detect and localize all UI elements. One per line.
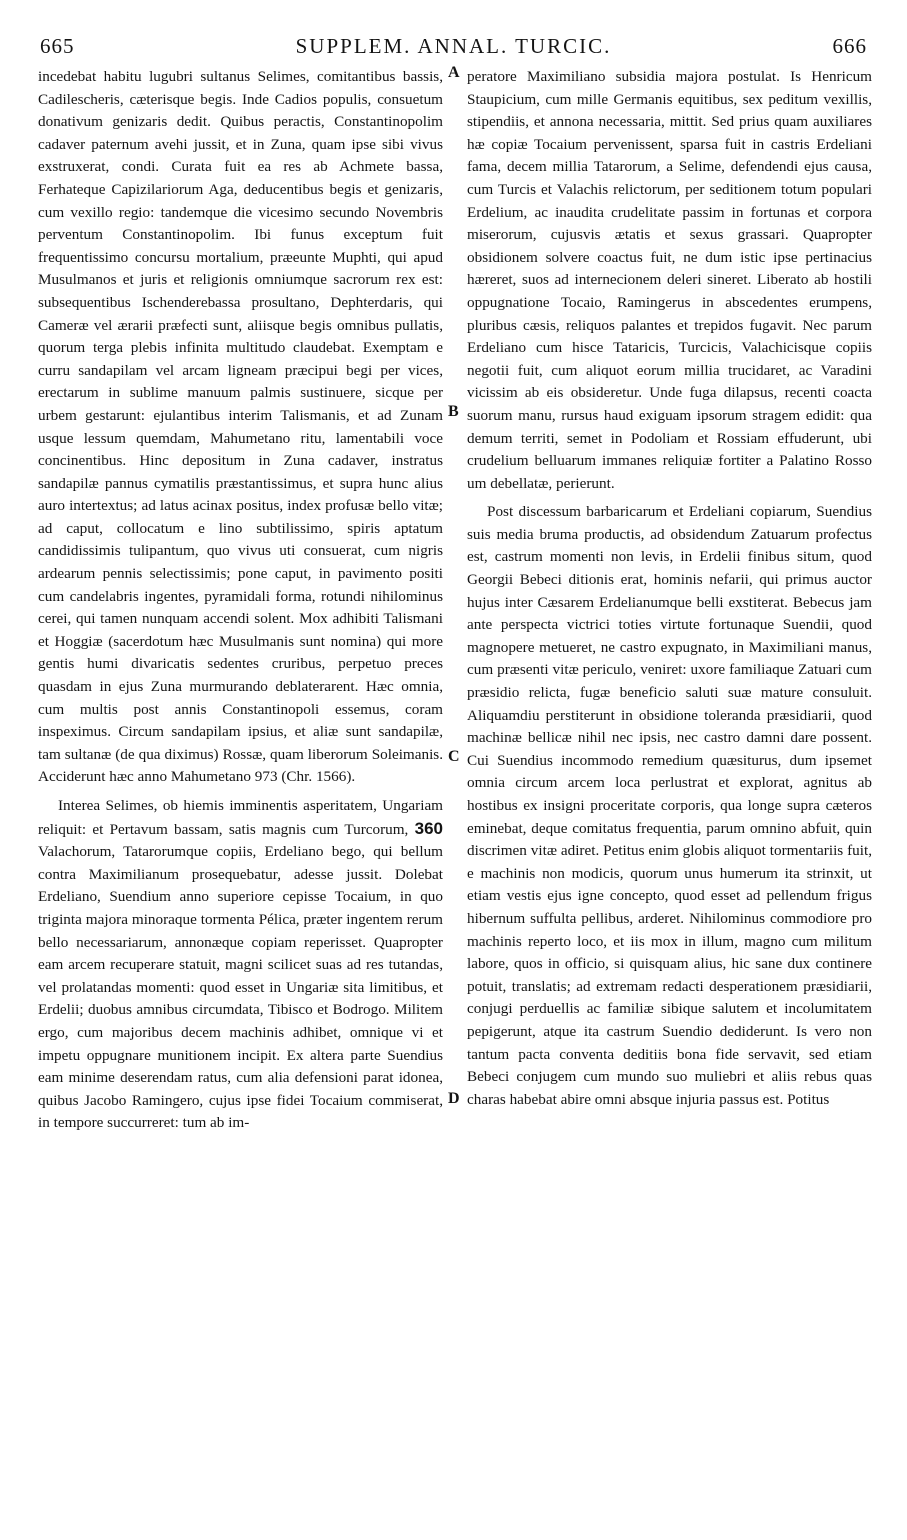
page-header <box>0 34 907 60</box>
page-number-left: 665 <box>40 34 75 58</box>
right-column <box>467 66 872 1111</box>
margin-letter-a: A <box>448 64 460 81</box>
margin-letter-d: D <box>448 1090 460 1107</box>
left-column <box>38 66 443 1135</box>
page-number-right: 666 <box>832 34 867 58</box>
left-paragraph-2 <box>38 795 443 1135</box>
margin-letter-c: C <box>448 748 460 765</box>
left-paragraph-1: incedebat habitu lugubri sultanus Selimes, comitantibus bassis, Cadilescheris, cæterisque begis. Inde Cadios populis, consuetum donativum genizaris dedit. Quibus peractis, Constantinopolim cadaver paternum avehi jussit, et in Zuna, quam ipse sibi vivus exstruxerat, condi. Curata fuit ea res ab Achmete bassa, Ferhateque Capizilariorum Aga, deducentibus begis et genizaris, cum vexillo regio: tandemque die vicesimo secundo Novembris perventum Constantinopolim. Ibi funus exceptum fuit frequentissimo concursu mortalium, præeunte Muphti, qui apud Musulmanos et juris et religionis omniumque sacrorum rex est: subsequentibus Ischenderebassa prosultano, Dephterdaris, qui Cameræ vel ærarii præfecti sunt, aliisque begis omnibus pullatis, quorum terga plebis infinita multitudo claudebat. Exemptam e curru sandapilam vel arcam ligneam præcipui begi per vices, erectarum in sublime manuum palmis sustinuere, sicque per urbem gestarunt: ejulantibus interim Talismanis, et ad Zunam usque lessum quemdam, Mahumetano ritu, lamentabili voce concinentibus. Hinc depositum in Zuna cadaver, instratus sandapilæ pannus cymatilis præstantissimus, et supra hunc alius auro intertextus; ad latus acinax positus, index profusæ bello vitæ; ad caput, collocatum e lino subtilissimo, spiris aptatum candidissimis tulipantum, quo vivus uti consuerat, cum nigris ardearum pennis selectissimis; pone caput, in pavimento positi cum candelabris ingentes, pyramidali forma, rotundi nihilominus cerei, qui tamen nunquam accendi solent. Mox adhibiti Talismani et Hoggiæ (sacerdotum hæc Musulmanis sunt nomina) qui more gentis humi divaricatis sedentes cruribus, perpetuo preces quasdam in ejus Zuna murmurando deblaterarent. Hæc omnia, cum multis post annis Constantinopoli essemus, coram inspeximus. Circum sandapilam ipsius, et aliæ sunt sandapilæ, tam sultanæ (de qua diximus) Rossæ, quam liberorum Soleimanis. Acciderunt hæc anno Mahumetano 973 (Chr. 1566). <box>38 68 443 786</box>
left-paragraph-2-start: Interea Selimes, ob hiemis imminentis asperitatem, Ungariam reliquit: et Pertavum bassam, satis magnis cum Turcorum, <box>38 797 443 838</box>
left-paragraph-2-rest: Valachorum, Tatarorumque copiis, Erdeliano bego, qui bellum contra Maximilianum prosequebatur, adesse jussit. Dolebat Erdeliano, Suendium anno superiore cepisse Tocaium, in quo triginta majora minoraque tormenta Pélica, præter ingentem rerum bello necessariarum, annonæque copiam reperisset. Quapropter eam arcem recuperare statuit, magni scilicet suas ad res tutandas, vel prolatandas momenti: quod esset in Ungariæ sita limitibus, et Erdelii; duobus amnibus circumdata, Tibisco et Bodrogo. Militem ergo, cum majoribus decem machinis adhibet, omnique vi et impetu oppugnare munitionem incipit. Ex altera parte Suendius eam minime deserendam ratus, cum alia defensioni parat idonea, quibus Jacobo Ramingero, cujus ipse fidei Tocaium commiserat, in tempore succurreret: tum ab im- <box>38 843 443 1132</box>
collection-number: 360 <box>414 818 443 838</box>
right-paragraph-2: Post discessum barbaricarum et Erdeliani copiarum, Suendius suis media bruma productis, ad obsidendum Zatuarum profectus est, castrum momenti non levis, in Erdelii finibus situm, quod Georgii Bebeci ditionis erat, hominis nefarii, qui primus auctor hujus inter Cæsarem Erdelianumque belli exstiterat. Bebecus jam ante perspecta victrici toties virtute fortunaque Suendii, quod magnopere metueret, ne castro expugnato, in Maximiliani manus, cum præsenti vitæ periculo, veniret: uxore familiaque Zatuari cum præsidio relicta, fugæ beneficio saluti suæ mature consuluit. Aliquamdiu perstiterunt in obsidione toleranda præsidiarii, quod machinæ bellicæ nihil nec ipsis, nec castro damni dare possent. Cui Suendius incommodo remedium quæsiturus, dum ipsemet omnia circum arcem loca perlustrat et explorat, agnitus ab hostibus ex insigni proceritate corporis, qua longe supra cæteros eminebat, deque comitatus frequentia, parum omnino abfuit, quin discrimen vitæ adiret. Petitus enim globis aliquot tormentariis fuit, e machinis non modicis, quorum unus humerum ita strinxit, ut etiam vestis ejus igne concepto, quod esset ad pellendum frigus hibernum suffulta pellibus, arderet. Nihilominus commodiore pro machinis reperto loco, et iis mox in illum, magno cum militum labore, quos in officio, si quisquam alius, hic sane dux continere potuit, translatis; ad extremam redacti desperationem præsidiarii, conjugi perduellis ac familiæ sibique salutem et incolumitatem pepigerunt, atque ita castrum Suendio dediderunt. Is vero non tantum pacta conventa deditiis bona fide servavit, sed etiam Bebeci conjugem cum mundo suo muliebri et aliis rebus quas charas habebat abire omni absque injuria passus est. Potitus <box>467 503 872 1108</box>
margin-letter-b: B <box>448 403 459 420</box>
right-paragraph-1: peratore Maximiliano subsidia majora postulat. Is Henricum Staupicium, cum mille Germanis equitibus, sex peditum vexillis, stipendiis, et annona necessaria, mittit. Sed prius quam auxiliares hæ copiæ Tocaium pervenissent, sparsa fuit in castris Erdeliani fama, decem millia Tatarorum, a Selime, defendendi ejus causa, cum Turcis et Valachis relictorum, per seditionem totum populari Erdelium, ac inaudita crudelitate passim in fortunas et corpora miserorum, cujusvis ætatis et sexus grassari. Quapropter obsidionem solvere coactus fuit, ne dum istic ipse pertinacius hæreret, suos ad internecionem deleri sineret. Liberato ab hostili oppugnatione Tocaio, Ramingerus in abscedentes erumpens, pluribus cæsis, reliquos palantes et trepidos fugavit. Nec parum Erdeliano cum hisce Tataricis, Turcicis, Valachicisque copiis negotii fuit, cum aliquot eorum millia trucidaret, ac Varadini vicissim ab eis obsideretur. Unde fuga dilapsus, recenti coacta suorum manu, rursus haud exiguam ipsorum stragem edidit: qua demum territi, semet in Podoliam et Rossiam effuderunt, ubi crudelium belluarum immanes reliquiæ fortiter a Palatino Rosso um debellatæ, perierunt. <box>467 68 872 492</box>
running-title: SUPPLEM. ANNAL. TURCIC. <box>295 34 612 58</box>
